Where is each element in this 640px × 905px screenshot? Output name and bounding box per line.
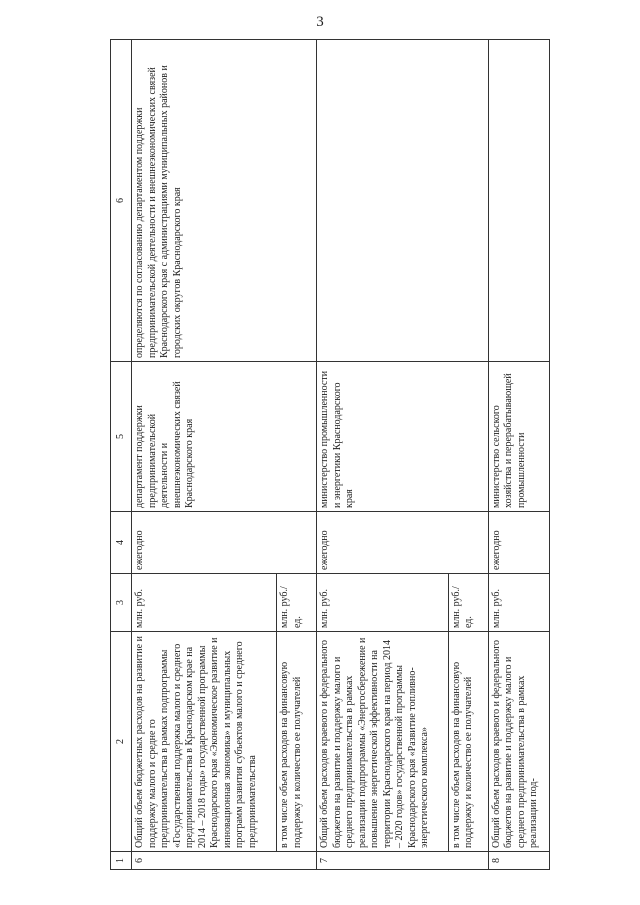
header-col-1: 1 xyxy=(111,852,132,870)
row-note: определяются по согласованию департаментом поддержки предпринимательской деятельности и внешнеэкономических связей Краснодарского края с администрациями муниципальных районов и городских округов Краснодарского края xyxy=(132,40,317,362)
row-sub-description: в том числе объем расходов на финансовую поддержку и количество ее получателей xyxy=(448,632,488,852)
header-col-6: 6 xyxy=(111,40,132,362)
header-col-4: 4 xyxy=(111,512,132,574)
row-sub-description: в том числе объем расходов на финансовую поддержку и количество ее получателей xyxy=(277,632,317,852)
table-row xyxy=(317,40,448,870)
row-period: ежегодно xyxy=(132,512,317,574)
row-note xyxy=(317,40,489,362)
row-unit: млн. руб. xyxy=(317,574,448,632)
row-sub-unit: млн. руб./ед. xyxy=(448,574,488,632)
rotated-table-area xyxy=(110,40,550,870)
table-row xyxy=(132,40,277,870)
header-col-3: 3 xyxy=(111,574,132,632)
row-number: 7 xyxy=(317,852,489,870)
row-unit: млн. руб. xyxy=(132,574,277,632)
row-period: ежегодно xyxy=(488,512,549,574)
row-responsible: департамент поддержки предпринимательской деятельности и внешнеэкономических связей Краснодарского края xyxy=(132,362,317,512)
header-col-5: 5 xyxy=(111,362,132,512)
row-number: 6 xyxy=(132,852,317,870)
indicators-table xyxy=(110,39,550,870)
rotated-table-container xyxy=(110,40,550,870)
row-period: ежегодно xyxy=(317,512,489,574)
row-responsible: министерство сельского хозяйства и перерабатывающей промышленности xyxy=(488,362,549,512)
row-description: Общий объем бюджетных расходов на развитие и поддержку малого и средне го предпринимательства в рамках подпрограммы «Государственная поддержка малого и среднего предпринимательства в Краснодарском крае на 2014 – 2018 годы» государственной программы Краснодарского края «Экономическое развитие и инновационная экономика» и муниципальных программ развития субъектов малого и среднего предпринимательства xyxy=(132,632,277,852)
row-unit: млн. руб. xyxy=(488,574,549,632)
header-row xyxy=(111,40,132,870)
row-note xyxy=(488,40,549,362)
header-col-2: 2 xyxy=(111,632,132,852)
table-row xyxy=(488,40,549,870)
row-description: Общий объем расходов краевого и федерального бюджетов на развитие и поддержку малого и среднего предпринимательства в рамках реализации под- xyxy=(488,632,549,852)
row-responsible: министерство промышленности и энергетики Краснодарского края xyxy=(317,362,489,512)
page-number: 3 xyxy=(316,14,324,30)
row-description: Общий объем расходов краевого и федерального бюджетов на развитие и поддержку малого и среднего предпринимательства в рамках реализации подпрограммы «Энергосбережение и повышение энергетической эффективности на территории Краснодарского края на период 2014 – 2020 годов» государственной программы Краснодарского края «Развитие топливно-энергетического комплекса» xyxy=(317,632,448,852)
row-number: 8 xyxy=(488,852,549,870)
row-sub-unit: млн. руб./ед. xyxy=(277,574,317,632)
